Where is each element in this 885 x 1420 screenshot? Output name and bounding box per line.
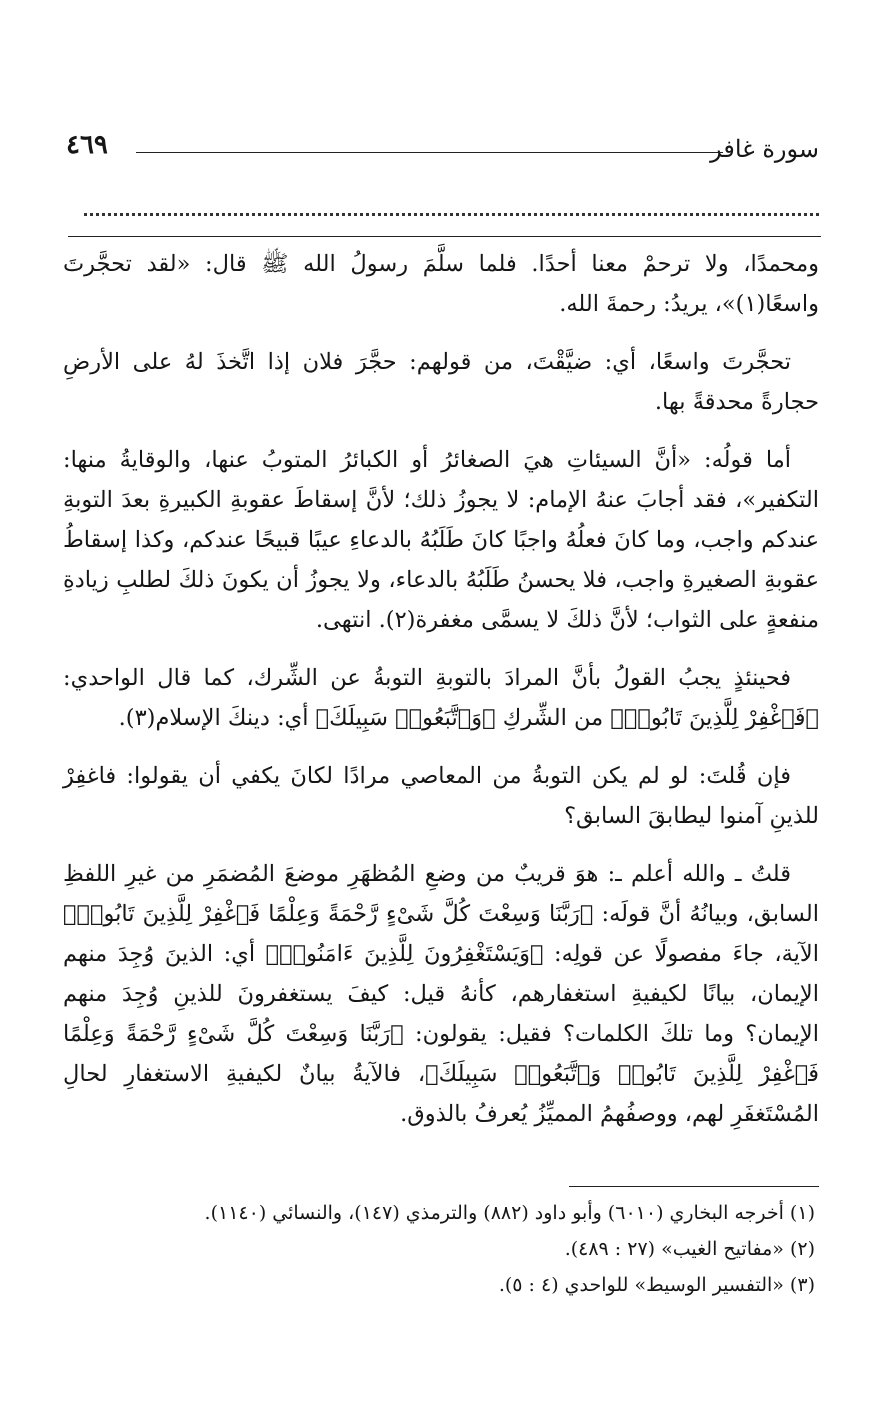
header-rule [136,152,723,153]
footnote-rule [569,1186,819,1187]
footnote: (١) أخرجه البخاري (٦٠١٠) وأبو داود (٨٨٢) والترمذي (١٤٧)، والنسائي (١١٤٠). [204,1202,815,1224]
footnotes [63,1200,815,1308]
footnote: (٢) «مفاتيح الغيب» (٢٧ : ٤٨٩). [564,1238,815,1260]
running-title: سورة غافر [710,135,819,163]
main-text [63,244,819,1152]
paragraph: ومحمدًا، ولا ترحمْ معنا أحدًا. فلما سلَّمَ رسولُ الله ﷺ قال: «لقد تحجَّرتَ واسعًا(١)»، يريدُ: رحمةَ الله. [63,251,819,317]
page-header [66,130,819,170]
dotted-divider [84,213,819,216]
paragraph: فإن قُلتَ: لو لم يكن التوبةُ من المعاصي مرادًا لكانَ يكفي أن يقولوا: فاغفِرْ للذينِ آمنوا ليطابقَ السابق؟ [63,763,819,829]
paragraph: تحجَّرتَ واسعًا، أي: ضيَّقْتَ، من قولهم: حجَّرَ فلان إذا اتَّخذَ لهُ على الأرضِ حجارةً محدقةً بها. [63,349,819,415]
paragraph: أما قولُه: «أنَّ السيئاتِ هيَ الصغائرُ أو الكبائرُ المتوبُ عنها، والوقايةُ منها: التكفير»، فقد أجابَ عنهُ الإمام: لا يجوزُ ذلك؛ لأنَّ إسقاطَ عقوبةِ الكبيرةِ بعدَ التوبةِ عندكم واجب، وما كانَ فعلُهُ واجبًا كانَ طَلَبُهُ بالدعاءِ عيبًا قبيحًا عندكم، وكذا إسقاطُ عقوبةِ الصغيرةِ واجب، فلا يحسنُ طَلَبُهُ بالدعاء، ولا يجوزُ أن يكونَ ذلكَ لطلبِ زيادةِ منفعةٍ على الثواب؛ لأنَّ ذلكَ لا يسمَّى مغفرة(٢). انتهى. [63,447,819,633]
footnote: (٣) «التفسير الوسيط» للواحدي (٤ : ٥). [498,1274,815,1296]
page-number: ٤٦٩ [66,130,108,160]
paragraph: قلتُ ـ والله أعلم ـ: هوَ قريبٌ من وضعِ المُظهَرِ موضعَ المُضمَرِ من غيرِ اللفظِ السابق، وبيانُهُ أنَّ قولَه: ﴿رَبَّنَا وَسِعْتَ كُلَّ شَىْءٍ رَّحْمَةً وَعِلْمًا فَٱغْفِرْ لِلَّذِينَ تَابُوا۟﴾ الآية، جاءَ مفصولًا عن قولِه: ﴿وَيَسْتَغْفِرُونَ لِلَّذِينَ ءَامَنُوا۟﴾ أي: الذينَ وُجِدَ منهم الإيمان، بيانًا لكيفيةِ استغفارهم، كأنهُ قيل: كيفَ يستغفرونَ للذينِ وُجِدَ منهم الإيمان؟ وما تلكَ الكلمات؟ فقيل: يقولون: ﴿رَبَّنَا وَسِعْتَ كُلَّ شَىْءٍ رَّحْمَةً وَعِلْمًا فَٱغْفِرْ لِلَّذِينَ تَابُوا۟ وَٱتَّبَعُوا۟ سَبِيلَكَ﴾، فالآيةُ بيانٌ لكيفيةِ الاستغفارِ لحالِ المُسْتَغفَرِ لهم، ووصفُهمُ المميِّزُ يُعرفُ بالذوق. [63,861,819,1127]
paragraph: فحينئذٍ يجبُ القولُ بأنَّ المرادَ بالتوبةِ التوبةُ عن الشِّرك، كما قال الواحدي: ﴿فَٱغْفِرْ لِلَّذِينَ تَابُوا۟﴾ من الشِّركِ ﴿وَٱتَّبَعُوا۟ سَبِيلَكَ﴾ أي: دينكَ الإسلام(٣). [63,665,819,731]
solid-divider [68,236,821,237]
